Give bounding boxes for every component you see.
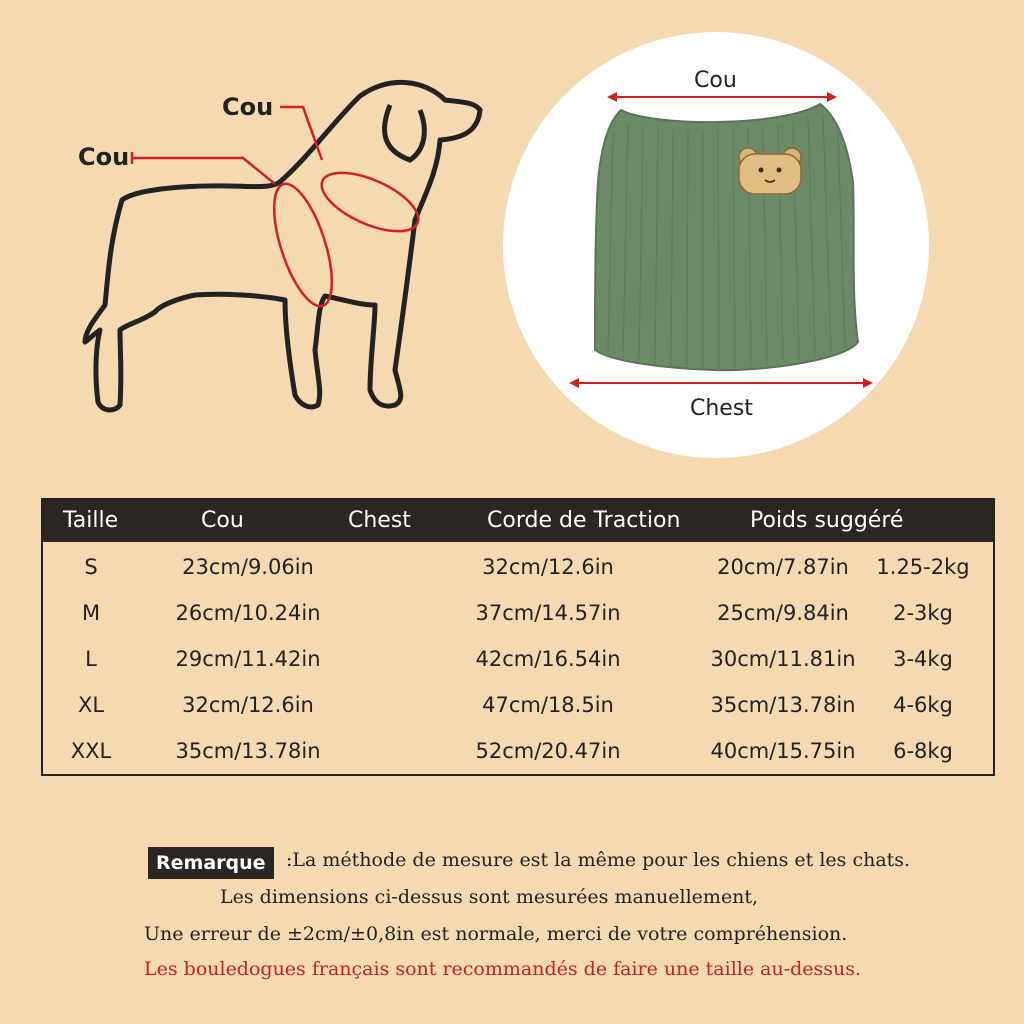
table-row <box>43 544 993 590</box>
chest-measure-ring <box>262 177 343 312</box>
weight-cell: 2-3kg <box>893 601 953 625</box>
neck-arrow-head-right <box>827 92 837 102</box>
weight-cell: 6-8kg <box>893 739 953 763</box>
chest-cell: 42cm/16.54in <box>475 647 621 671</box>
neck-arrow-head-left <box>607 92 617 102</box>
chest-arrow-head-left <box>569 378 579 388</box>
table-row <box>43 636 993 682</box>
leash-cell: 25cm/9.84in <box>717 601 849 625</box>
size-table <box>41 498 995 776</box>
leash-cell: 30cm/11.81in <box>710 647 856 671</box>
remark-warning: Les bouledogues français sont recommandés de faire une taille au-dessus. <box>144 958 862 980</box>
leash-cell: 35cm/13.78in <box>710 693 856 717</box>
chest-arrow-head-right <box>863 378 873 388</box>
chest-leader-line <box>132 158 275 184</box>
table-row <box>43 682 993 728</box>
size-cell: XXL <box>70 739 112 763</box>
header-leash: Corde de Traction <box>487 508 681 533</box>
weight-cell: 3-4kg <box>893 647 953 671</box>
size-cell: M <box>81 601 101 625</box>
neck-label-side: Cou <box>78 143 130 171</box>
table-row <box>43 728 993 774</box>
neck-cell: 23cm/9.06in <box>182 555 314 579</box>
header-size: Taille <box>63 508 119 533</box>
remark-badge: Remarque <box>148 847 274 879</box>
green-shirt <box>595 104 858 370</box>
dog-outline <box>85 82 480 409</box>
neck-cell: 26cm/10.24in <box>175 601 321 625</box>
weight-cell: 1.25-2kg <box>876 555 970 579</box>
product-chest-label: Chest <box>690 396 753 421</box>
dog-ear <box>385 105 425 160</box>
header-weight: Poids suggéré <box>750 508 904 533</box>
product-neck-label: Cou <box>694 68 737 93</box>
table-row <box>43 590 993 636</box>
neck-leader-line <box>280 107 322 160</box>
size-cell: S <box>84 555 98 579</box>
bear-patch-icon <box>739 148 801 194</box>
neck-cell: 32cm/12.6in <box>182 693 314 717</box>
remark-line-1: :La méthode de mesure est la même pour les chiens et les chats. <box>286 849 911 871</box>
chest-cell: 37cm/14.57in <box>475 601 621 625</box>
table-header <box>43 500 993 542</box>
size-cell: L <box>85 647 97 671</box>
leash-cell: 40cm/15.75in <box>710 739 856 763</box>
chest-cell: 47cm/18.5in <box>482 693 614 717</box>
size-cell: XL <box>77 693 105 717</box>
remark-line-3: Une erreur de ±2cm/±0,8in est normale, merci de votre compréhension. <box>144 923 848 945</box>
chest-cell: 52cm/20.47in <box>475 739 621 763</box>
leash-cell: 20cm/7.87in <box>717 555 849 579</box>
dog-measurement-diagram <box>60 60 500 440</box>
remark-line-2: Les dimensions ci-dessus sont mesurées manuellement, <box>220 886 759 908</box>
header-chest: Chest <box>348 508 411 533</box>
shirt-illustration <box>503 32 929 458</box>
neck-measure-ring <box>314 161 427 243</box>
neck-label-top: Cou <box>222 93 274 121</box>
weight-cell: 4-6kg <box>893 693 953 717</box>
neck-cell: 29cm/11.42in <box>175 647 321 671</box>
chest-cell: 32cm/12.6in <box>482 555 614 579</box>
neck-cell: 35cm/13.78in <box>175 739 321 763</box>
header-neck: Cou <box>201 508 244 533</box>
